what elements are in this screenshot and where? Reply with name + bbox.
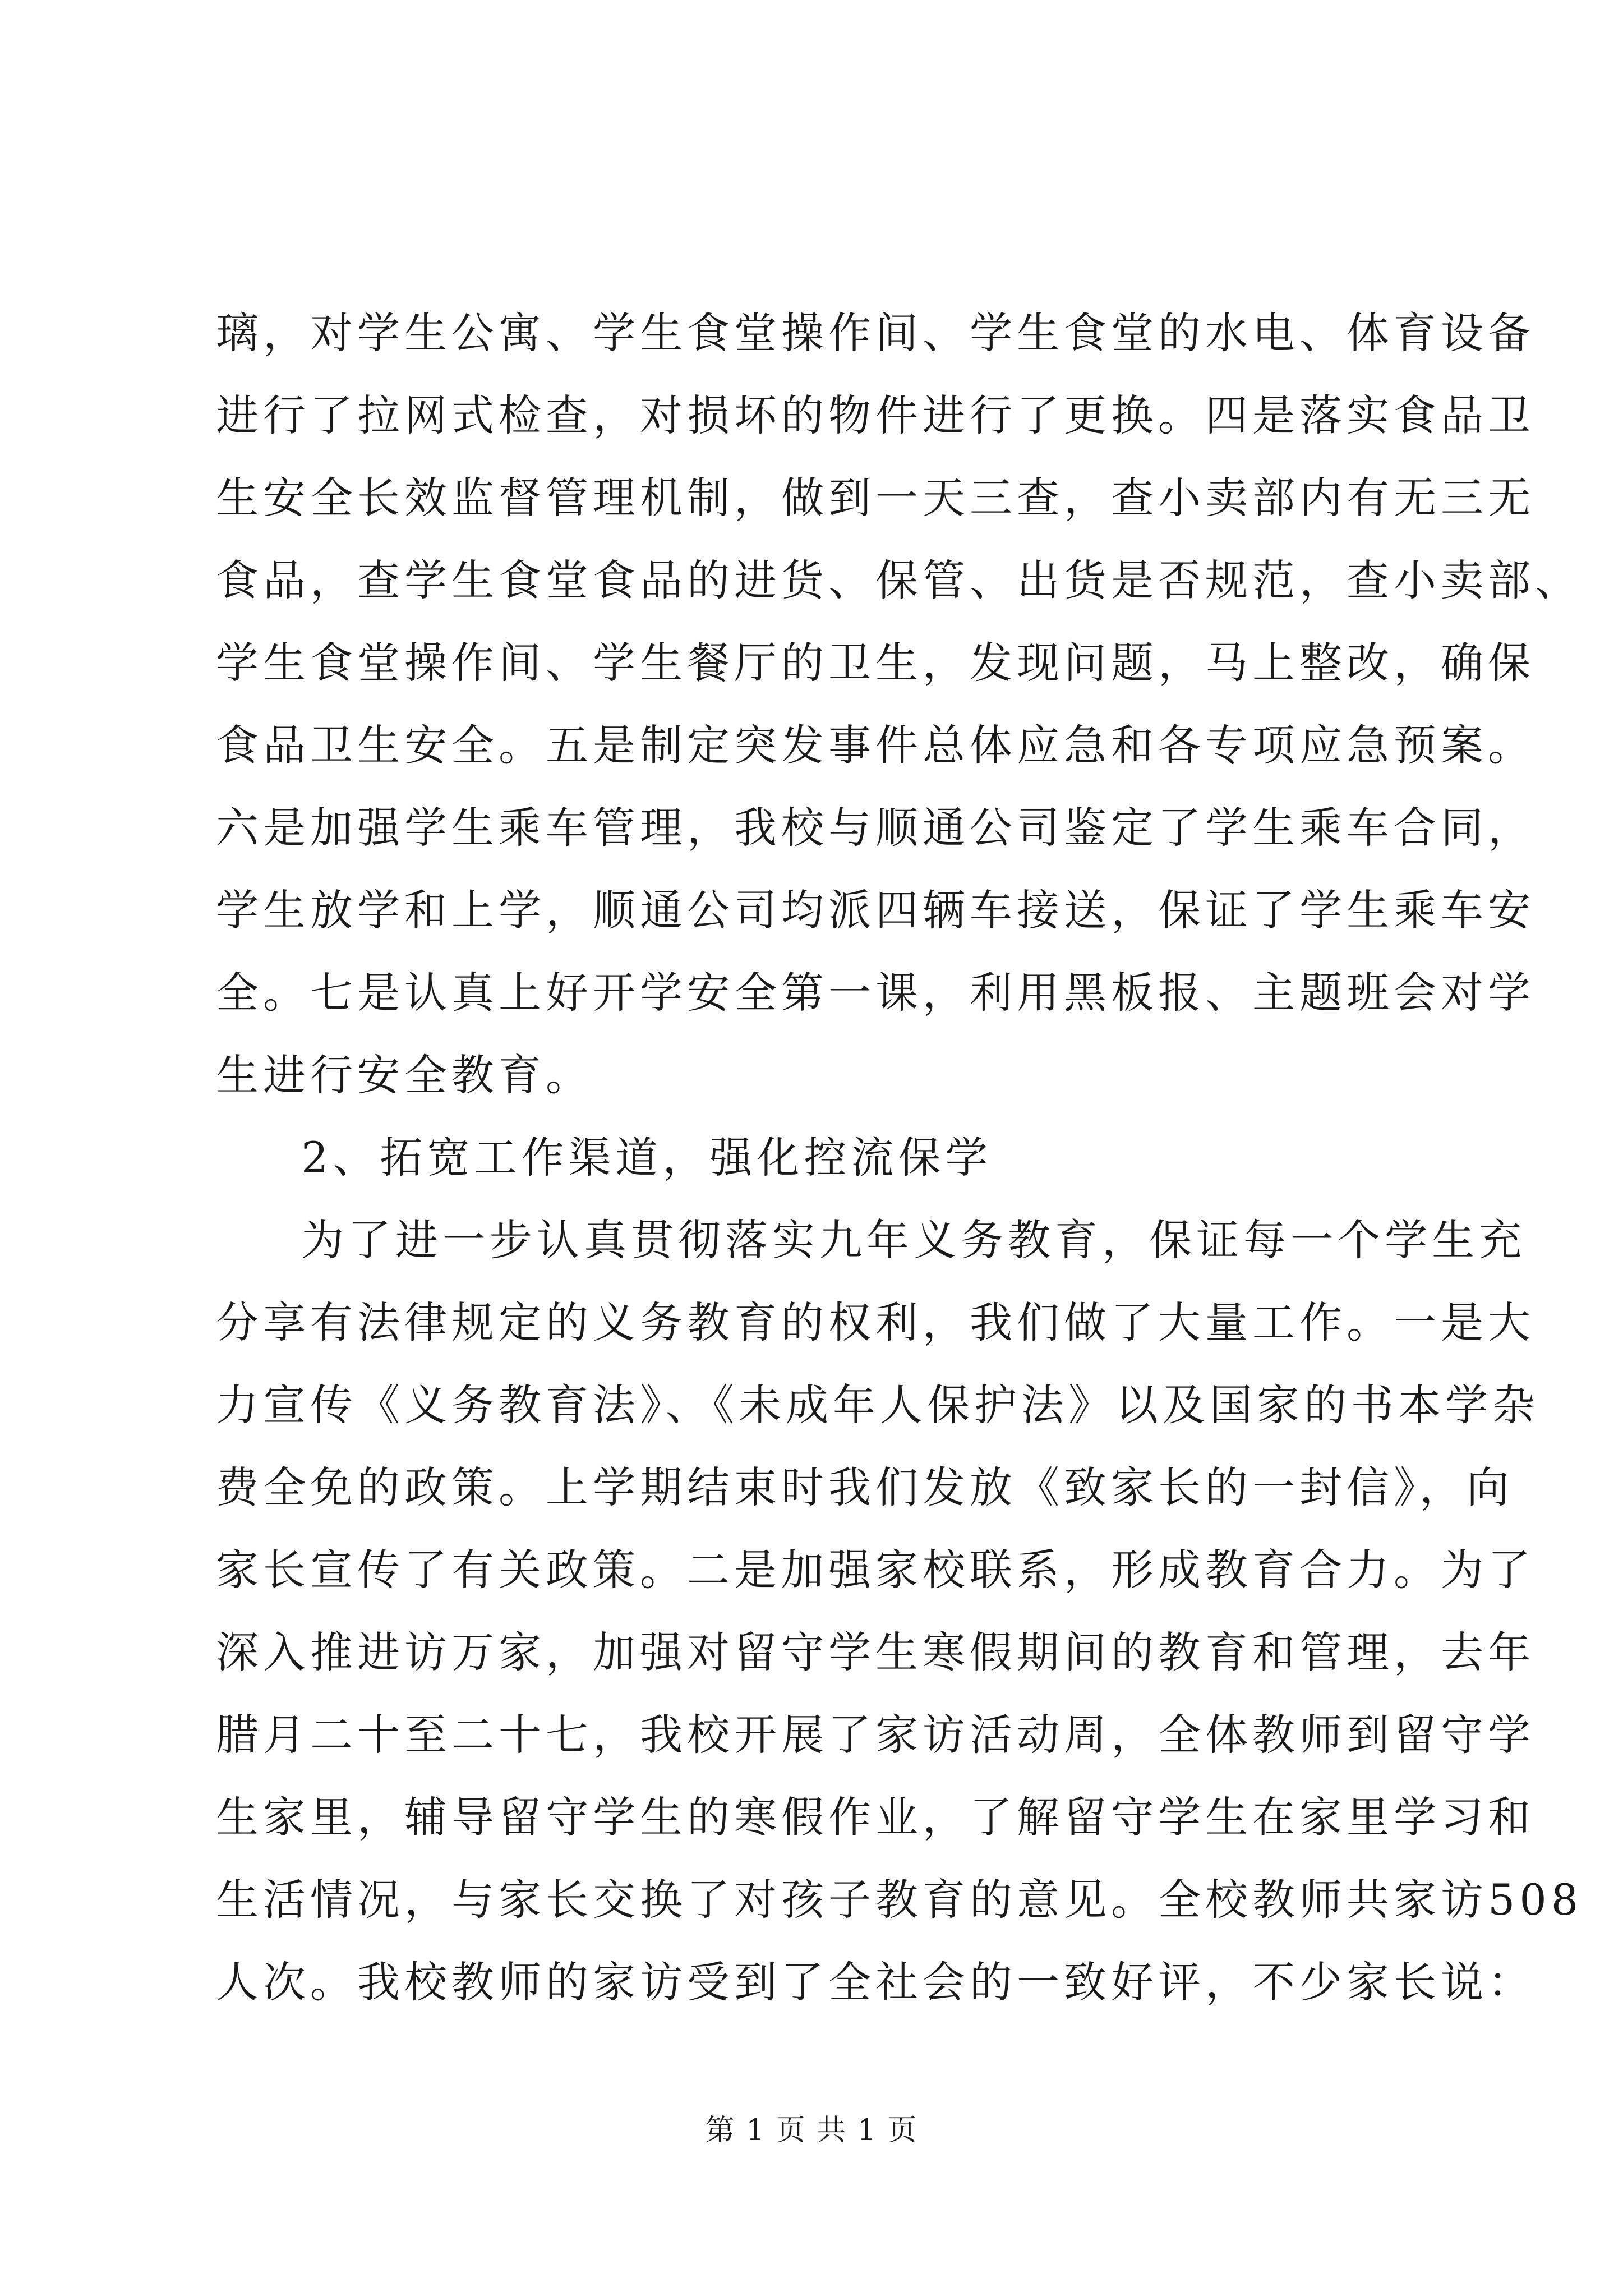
- text-line: 学生放学和上学，顺通公司均派四辆车接送，保证了学生乘车安: [216, 885, 1535, 935]
- text-line: 深入推进访万家，加强对留守学生寒假期间的教育和管理，去年: [216, 1627, 1535, 1677]
- text-line: 腊月二十至二十七，我校开展了家访活动周，全体教师到留守学: [216, 1710, 1535, 1760]
- text-line: 全。七是认真上好开学安全第一课，利用黑板报、主题班会对学: [216, 968, 1535, 1018]
- text-line: 生活情况，与家长交换了对孩子教育的意见。全校教师共家访508: [216, 1875, 1583, 1925]
- text-line: 璃，对学生公寓、学生食堂操作间、学生食堂的水电、体育设备: [216, 308, 1535, 358]
- text-line: 力宣传《义务教育法》、《未成年人保护法》以及国家的书本学杂: [216, 1380, 1539, 1430]
- text-line: 学生食堂操作间、学生餐厅的卫生，发现问题，马上整改，确保: [216, 638, 1535, 688]
- text-line: 生安全长效监督管理机制，做到一天三查，查小卖部内有无三无: [216, 473, 1535, 523]
- text-line: 费全免的政策。上学期结束时我们发放《致家长的一封信》，向: [216, 1462, 1514, 1512]
- text-line: 家长宣传了有关政策。二是加强家校联系，形成教育合力。为了: [216, 1545, 1535, 1595]
- page-number: 第 1 页 共 1 页: [705, 2114, 918, 2147]
- text-line: 食品，查学生食堂食品的进货、保管、出货是否规范，查小卖部、: [216, 555, 1582, 605]
- document-body: [216, 292, 1583, 2023]
- text-line: 分享有法律规定的义务教育的权利，我们做了大量工作。一是大: [216, 1297, 1535, 1347]
- text-line: 生家里，辅导留守学生的寒假作业，了解留守学生在家里学习和: [216, 1792, 1535, 1842]
- section-heading: 2、拓宽工作渠道，强化控流保学: [301, 1133, 993, 1182]
- page-footer: [0, 2106, 1623, 2148]
- text-line: 六是加强学生乘车管理，我校与顺通公司鉴定了学生乘车合同，: [216, 803, 1535, 853]
- text-line: 食品卫生安全。五是制定突发事件总体应急和各专项应急预案。: [216, 720, 1535, 770]
- text-line: 为了进一步认真贯彻落实九年义务教育，保证每一个学生充: [301, 1215, 1526, 1265]
- text-line: 进行了拉网式检查，对损坏的物件进行了更换。四是落实食品卫: [216, 390, 1535, 440]
- text-line: 生进行安全教育。: [216, 1050, 593, 1100]
- text-line: 人次。我校教师的家访受到了全社会的一致好评，不少家长说：: [216, 1957, 1535, 2007]
